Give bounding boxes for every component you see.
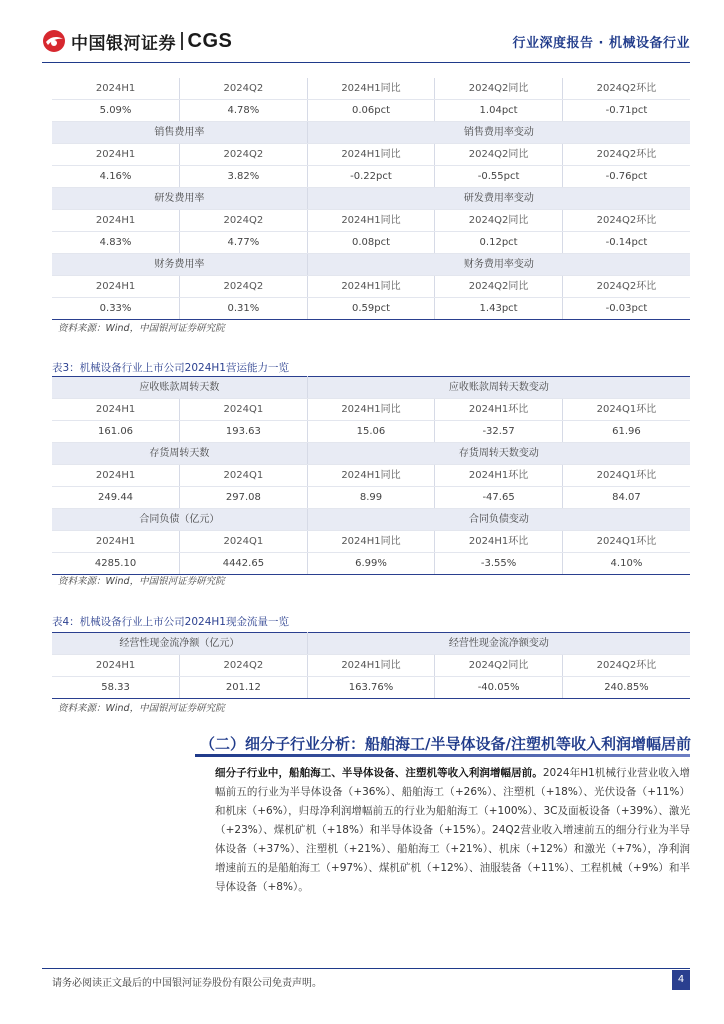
footer-disclaimer: 请务必阅读正文最后的中国银河证券股份有限公司免责声明。: [52, 978, 322, 989]
column-header-cell: 2024Q1环比: [562, 465, 690, 487]
subheader-cell: 合同负债（亿元）: [52, 509, 307, 531]
company-logo: [42, 28, 232, 54]
subheader-cell: 经营性现金流净额变动: [307, 633, 690, 655]
table-cell: 1.04pct: [435, 100, 563, 122]
table-a-source: 资料来源：Wind，中国银河证券研究院: [58, 323, 225, 334]
column-header-cell: 2024Q2: [180, 210, 308, 232]
column-header-cell: 2024H1同比: [307, 531, 435, 553]
table-cell: -0.55pct: [435, 166, 563, 188]
column-header-cell: 2024H1: [52, 276, 180, 298]
subheader-cell: 合同负债变动: [307, 509, 690, 531]
table-header-row: [52, 465, 690, 487]
table-header-row: [52, 531, 690, 553]
subheader-cell: 研发费用率变动: [307, 188, 690, 210]
table-row: [52, 166, 690, 188]
table-subheader-row: [52, 443, 690, 465]
column-header-cell: 2024H1: [52, 655, 180, 677]
column-header-cell: 2024Q2: [180, 78, 308, 100]
column-header-cell: 2024H1: [52, 531, 180, 553]
table-header-row: [52, 78, 690, 100]
table-subheader-row: [52, 254, 690, 276]
subheader-cell: 销售费用率变动: [307, 122, 690, 144]
column-header-cell: 2024Q1环比: [562, 399, 690, 421]
paragraph-body: 2024年H1机械行业营业收入增幅前五的行业为半导体设备（+36%）、船舶海工（+26%）、注塑机（+18%）、光伏设备（+11%）和机床（+6%），归母净利润增幅前五的行业为船舶海工（+100%）、3C及面板设备（+39%）、激光（+23%）、煤机矿机（+18%）和半导体设备（+15%）。24Q2营业收入增速前五的细分行业为半导体设备（+37%）、注塑机（+21%）、船舶海工（+21%）、机床（+12%）和激光（+7%），净利润增速前五的是船舶海工（+97%）、煤机矿机（+12%）、油服装备（+11%）、工程机械（+9%）和半导体设备（+8%）。: [215, 767, 690, 893]
table-row: [52, 553, 690, 575]
table-row: [52, 487, 690, 509]
table-cell: 58.33: [52, 677, 180, 699]
operating-capacity-table: [52, 376, 690, 575]
table-b-source: 资料来源：Wind，中国银河证券研究院: [58, 576, 225, 587]
table-header-row: [52, 276, 690, 298]
subheader-cell: 销售费用率: [52, 122, 307, 144]
table-cell: 84.07: [562, 487, 690, 509]
table-cell: -0.71pct: [562, 100, 690, 122]
logo-english-name: CGS: [187, 29, 233, 52]
column-header-cell: 2024H1同比: [307, 144, 435, 166]
logo-chinese-name: 中国银河证券: [71, 33, 176, 54]
table-row: [52, 421, 690, 443]
table-cell: 5.09%: [52, 100, 180, 122]
table-cell: 4.78%: [180, 100, 308, 122]
column-header-cell: 2024H1同比: [307, 210, 435, 232]
table-row: [52, 677, 690, 699]
table-row: [52, 298, 690, 320]
table-cell: 0.12pct: [435, 232, 563, 254]
table-cell: -0.03pct: [562, 298, 690, 320]
subheader-cell: 应收账款周转天数: [52, 377, 307, 399]
table-cell: 163.76%: [307, 677, 435, 699]
table-cell: 4.16%: [52, 166, 180, 188]
table-cell: 4.77%: [180, 232, 308, 254]
column-header-cell: 2024H1环比: [435, 531, 563, 553]
table-cell: -0.76pct: [562, 166, 690, 188]
table-4-caption: 表4：机械设备行业上市公司2024H1现金流量一览: [52, 616, 289, 628]
table-3-caption: 表3：机械设备行业上市公司2024H1营运能力一览: [52, 362, 289, 374]
column-header-cell: 2024Q2同比: [435, 276, 563, 298]
subheader-cell: 存货周转天数变动: [307, 443, 690, 465]
column-header-cell: 2024Q2环比: [562, 78, 690, 100]
table-cell: 4.83%: [52, 232, 180, 254]
column-header-cell: 2024H1同比: [307, 78, 435, 100]
table-cell: -32.57: [435, 421, 563, 443]
table-header-row: [52, 144, 690, 166]
column-header-cell: 2024H1同比: [307, 276, 435, 298]
footer-rule: [42, 968, 690, 969]
table-cell: 4285.10: [52, 553, 180, 575]
table-header-row: [52, 399, 690, 421]
column-header-cell: 2024H1同比: [307, 399, 435, 421]
table-cell: 0.08pct: [307, 232, 435, 254]
column-header-cell: 2024Q2同比: [435, 78, 563, 100]
table-cell: -3.55%: [435, 553, 563, 575]
column-header-cell: 2024Q2同比: [435, 655, 563, 677]
table-cell: 249.44: [52, 487, 180, 509]
subheader-cell: 财务费用率: [52, 254, 307, 276]
table-subheader-row: [52, 377, 690, 399]
table-cell: 201.12: [180, 677, 308, 699]
column-header-cell: 2024Q2环比: [562, 144, 690, 166]
table-subheader-row: [52, 509, 690, 531]
table-cell: 6.99%: [307, 553, 435, 575]
table-cell: 4442.65: [180, 553, 308, 575]
table-cell: -47.65: [435, 487, 563, 509]
column-header-cell: 2024H1: [52, 144, 180, 166]
column-header-cell: 2024Q2: [180, 276, 308, 298]
table-cell: 0.06pct: [307, 100, 435, 122]
column-header-cell: 2024H1: [52, 399, 180, 421]
report-tag: 行业深度报告 · 机械设备行业: [512, 36, 690, 51]
column-header-cell: 2024Q2: [180, 655, 308, 677]
table-cell: -0.14pct: [562, 232, 690, 254]
column-header-cell: 2024Q2同比: [435, 210, 563, 232]
table-c-source: 资料来源：Wind，中国银河证券研究院: [58, 703, 225, 714]
table-cell: 240.85%: [562, 677, 690, 699]
subheader-cell: 研发费用率: [52, 188, 307, 210]
header-rule: [42, 62, 690, 63]
column-header-cell: 2024Q1: [180, 465, 308, 487]
column-header-cell: 2024H1同比: [307, 655, 435, 677]
table-cell: 8.99: [307, 487, 435, 509]
column-header-cell: 2024Q2环比: [562, 276, 690, 298]
table-subheader-row: [52, 122, 690, 144]
column-header-cell: 2024H1: [52, 465, 180, 487]
column-header-cell: 2024Q1环比: [562, 531, 690, 553]
column-header-cell: 2024Q2同比: [435, 144, 563, 166]
table-subheader-row: [52, 188, 690, 210]
column-header-cell: 2024Q1: [180, 531, 308, 553]
table-cell: 61.96: [562, 421, 690, 443]
table-cell: 1.43pct: [435, 298, 563, 320]
table-cell: 0.31%: [180, 298, 308, 320]
column-header-cell: 2024H1: [52, 78, 180, 100]
column-header-cell: 2024Q2环比: [562, 210, 690, 232]
section-heading-bar: [195, 754, 690, 757]
column-header-cell: 2024H1环比: [435, 399, 563, 421]
column-header-cell: 2024Q2环比: [562, 655, 690, 677]
table-cell: -40.05%: [435, 677, 563, 699]
table-cell: -0.22pct: [307, 166, 435, 188]
table-row: [52, 100, 690, 122]
table-cell: 0.59pct: [307, 298, 435, 320]
table-cell: 193.63: [180, 421, 308, 443]
subheader-cell: 经营性现金流净额（亿元）: [52, 633, 307, 655]
cgs-logo-icon: [42, 29, 66, 53]
page-header: [42, 26, 690, 56]
cash-flow-table: [52, 632, 690, 699]
paragraph-lead: 细分子行业中，船舶海工、半导体设备、注塑机等收入利润增幅居前。: [215, 767, 543, 779]
column-header-cell: 2024Q1: [180, 399, 308, 421]
table-cell: 15.06: [307, 421, 435, 443]
column-header-cell: 2024H1环比: [435, 465, 563, 487]
page-number: 4: [672, 970, 690, 990]
subheader-cell: 财务费用率变动: [307, 254, 690, 276]
table-cell: 4.10%: [562, 553, 690, 575]
table-header-row: [52, 210, 690, 232]
table-cell: 297.08: [180, 487, 308, 509]
table-cell: 0.33%: [52, 298, 180, 320]
expense-ratio-table: [52, 78, 690, 320]
logo-divider: [181, 32, 183, 50]
table-header-row: [52, 655, 690, 677]
table-row: [52, 232, 690, 254]
section-heading: （二）细分子行业分析：船舶海工/半导体设备/注塑机等收入利润增幅居前: [200, 735, 691, 753]
table-cell: 3.82%: [180, 166, 308, 188]
subheader-cell: 存货周转天数: [52, 443, 307, 465]
table-cell: 161.06: [52, 421, 180, 443]
subheader-cell: 应收账款周转天数变动: [307, 377, 690, 399]
section-paragraph: [215, 764, 690, 897]
column-header-cell: 2024H1: [52, 210, 180, 232]
column-header-cell: 2024H1同比: [307, 465, 435, 487]
table-subheader-row: [52, 633, 690, 655]
column-header-cell: 2024Q2: [180, 144, 308, 166]
